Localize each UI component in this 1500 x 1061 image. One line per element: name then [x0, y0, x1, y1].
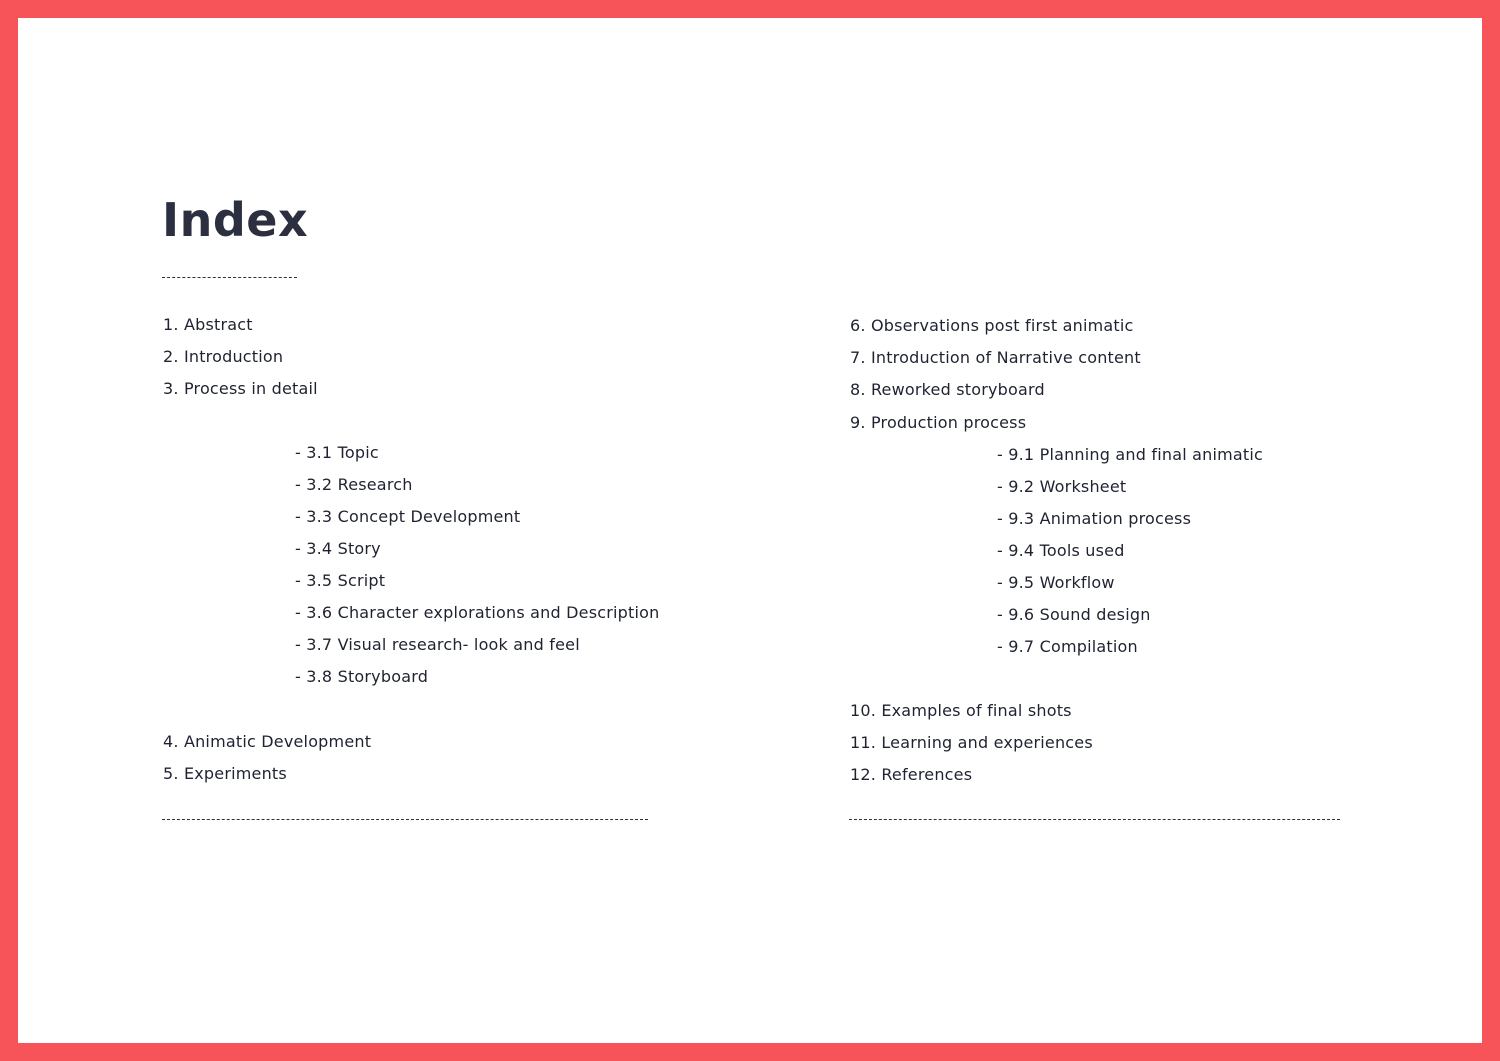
toc-subitem-animation-process: - 9.3 Animation process — [997, 509, 1192, 528]
toc-item-final-shots: 10. Examples of final shots — [850, 701, 1072, 720]
toc-subitem-planning-final-animatic: - 9.1 Planning and final animatic — [997, 445, 1264, 464]
toc-subitem-concept-development: - 3.3 Concept Development — [295, 507, 521, 526]
toc-item-narrative-content: 7. Introduction of Narrative content — [850, 348, 1141, 367]
toc-subitem-research: - 3.2 Research — [295, 475, 413, 494]
toc-item-observations: 6. Observations post first animatic — [850, 316, 1134, 335]
toc-item-learning: 11. Learning and experiences — [850, 733, 1093, 752]
toc-item-process-in-detail: 3. Process in detail — [163, 379, 318, 398]
toc-subitem-story: - 3.4 Story — [295, 539, 381, 558]
index-page — [18, 18, 1482, 1043]
toc-subitem-script: - 3.5 Script — [295, 571, 386, 590]
toc-item-abstract: 1. Abstract — [163, 315, 253, 334]
left-column-divider — [162, 819, 648, 820]
toc-item-production-process: 9. Production process — [850, 413, 1027, 432]
toc-item-introduction: 2. Introduction — [163, 347, 284, 366]
toc-subitem-sound-design: - 9.6 Sound design — [997, 605, 1151, 624]
toc-subitem-worksheet: - 9.2 Worksheet — [997, 477, 1127, 496]
toc-subitem-visual-research: - 3.7 Visual research- look and feel — [295, 635, 580, 654]
toc-item-references: 12. References — [850, 765, 973, 784]
toc-subitem-tools-used: - 9.4 Tools used — [997, 541, 1125, 560]
toc-item-animatic-development: 4. Animatic Development — [163, 732, 372, 751]
toc-subitem-character-explorations: - 3.6 Character explorations and Description — [295, 603, 660, 622]
right-column-divider — [849, 819, 1340, 820]
toc-subitem-workflow: - 9.5 Workflow — [997, 573, 1115, 592]
toc-subitem-compilation: - 9.7 Compilation — [997, 637, 1138, 656]
page-title: Index — [162, 193, 309, 247]
title-underline-divider — [162, 277, 297, 278]
toc-item-experiments: 5. Experiments — [163, 764, 287, 783]
toc-subitem-topic: - 3.1 Topic — [295, 443, 379, 462]
toc-subitem-storyboard: - 3.8 Storyboard — [295, 667, 429, 686]
toc-item-reworked-storyboard: 8. Reworked storyboard — [850, 380, 1045, 399]
